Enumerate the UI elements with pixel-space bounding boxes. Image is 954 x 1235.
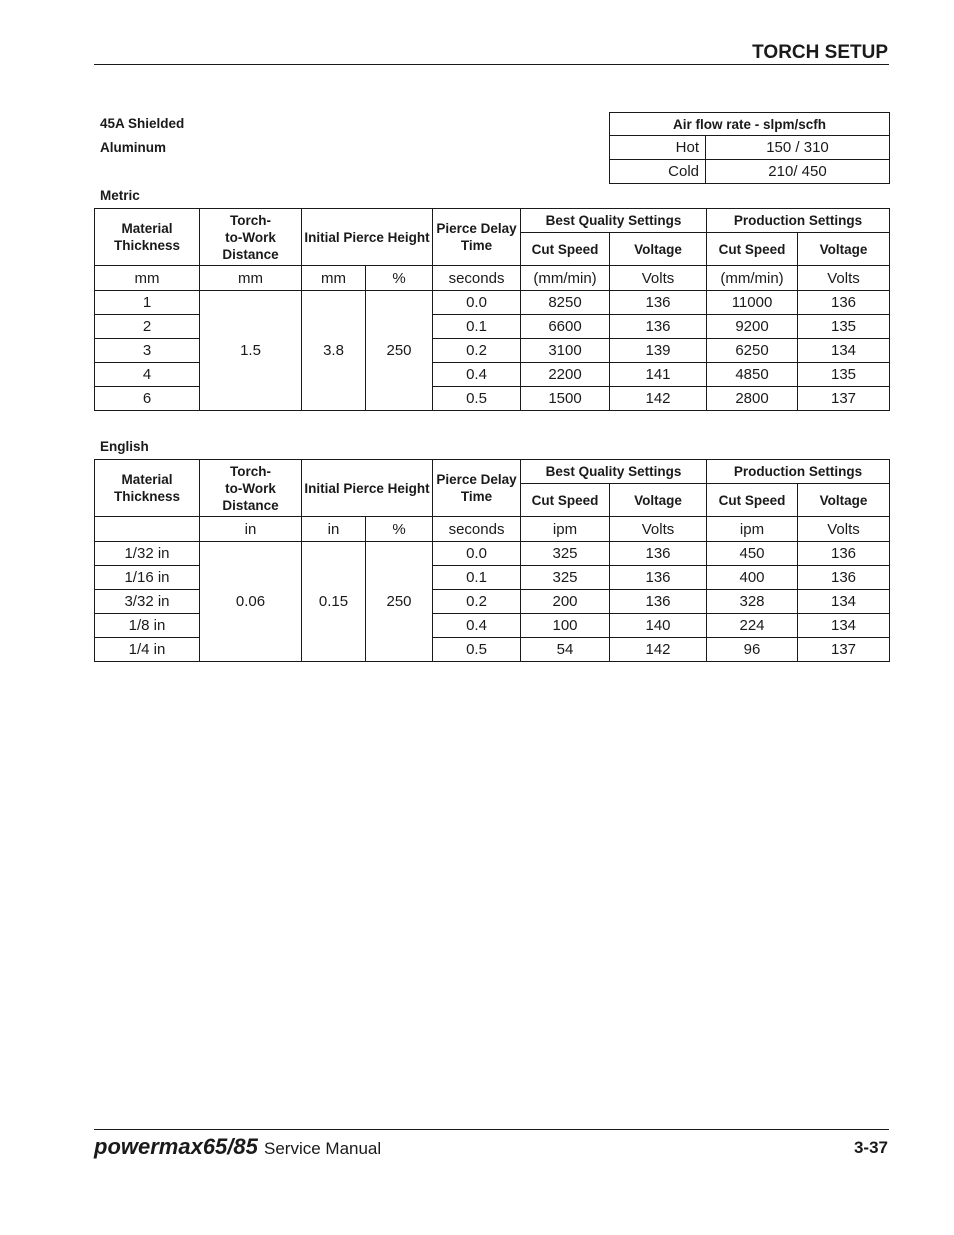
pr-speed-cell: 6250 bbox=[707, 339, 798, 363]
col-pr-cut-speed: Cut Speed bbox=[707, 484, 798, 517]
thickness-cell: 2 bbox=[95, 315, 200, 339]
unit-cell: mm bbox=[302, 266, 366, 291]
bq-volts-cell: 136 bbox=[610, 315, 707, 339]
pr-volts-cell: 137 bbox=[798, 387, 890, 411]
material-name: Aluminum bbox=[100, 140, 166, 155]
process-name: 45A Shielded bbox=[100, 116, 185, 131]
thickness-cell: 6 bbox=[95, 387, 200, 411]
delay-cell: 0.4 bbox=[433, 614, 521, 638]
pr-speed-cell: 96 bbox=[707, 638, 798, 662]
bq-volts-cell: 136 bbox=[610, 542, 707, 566]
pr-speed-cell: 224 bbox=[707, 614, 798, 638]
airflow-row bbox=[610, 136, 890, 160]
english-label: English bbox=[100, 439, 149, 454]
bq-volts-cell: 136 bbox=[610, 590, 707, 614]
delay-cell: 0.0 bbox=[433, 291, 521, 315]
delay-cell: 0.5 bbox=[433, 387, 521, 411]
unit-cell: in bbox=[200, 517, 302, 542]
units-row bbox=[95, 266, 890, 291]
pierce-height-pct-cell: 250 bbox=[366, 542, 433, 662]
delay-cell: 0.1 bbox=[433, 566, 521, 590]
unit-cell: ipm bbox=[521, 517, 610, 542]
unit-cell bbox=[95, 517, 200, 542]
unit-cell: mm bbox=[95, 266, 200, 291]
table-row bbox=[95, 291, 890, 315]
delay-cell: 0.1 bbox=[433, 315, 521, 339]
footer-manual-title: Service Manual bbox=[264, 1139, 382, 1158]
unit-cell: (mm/min) bbox=[707, 266, 798, 291]
pierce-height-cell: 3.8 bbox=[302, 291, 366, 411]
col-bq-cut-speed: Cut Speed bbox=[521, 484, 610, 517]
airflow-label: Cold bbox=[610, 160, 706, 184]
unit-cell: Volts bbox=[610, 517, 707, 542]
pr-speed-cell: 11000 bbox=[707, 291, 798, 315]
torch-to-work-cell: 1.5 bbox=[200, 291, 302, 411]
pr-volts-cell: 136 bbox=[798, 542, 890, 566]
pr-volts-cell: 135 bbox=[798, 315, 890, 339]
brand-logo-text: powermax65/85 bbox=[94, 1134, 258, 1159]
bq-volts-cell: 136 bbox=[610, 291, 707, 315]
pr-speed-cell: 4850 bbox=[707, 363, 798, 387]
thickness-cell: 1/16 in bbox=[95, 566, 200, 590]
unit-cell: seconds bbox=[433, 266, 521, 291]
pr-speed-cell: 328 bbox=[707, 590, 798, 614]
col-bq-voltage: Voltage bbox=[610, 484, 707, 517]
pr-speed-cell: 400 bbox=[707, 566, 798, 590]
col-best-quality-settings: Best Quality Settings bbox=[521, 460, 707, 484]
col-bq-voltage: Voltage bbox=[610, 233, 707, 266]
col-pierce-delay-time: Pierce Delay Time bbox=[433, 460, 521, 517]
pr-volts-cell: 135 bbox=[798, 363, 890, 387]
units-row bbox=[95, 517, 890, 542]
col-pierce-delay-time: Pierce Delay Time bbox=[433, 209, 521, 266]
bq-speed-cell: 325 bbox=[521, 542, 610, 566]
page-number: 3-37 bbox=[853, 1138, 888, 1157]
pr-volts-cell: 134 bbox=[798, 590, 890, 614]
pierce-height-pct-cell: 250 bbox=[366, 291, 433, 411]
thickness-cell: 1/4 in bbox=[95, 638, 200, 662]
pr-volts-cell: 136 bbox=[798, 566, 890, 590]
header-rule bbox=[94, 64, 889, 65]
delay-cell: 0.0 bbox=[433, 542, 521, 566]
delay-cell: 0.2 bbox=[433, 339, 521, 363]
unit-cell: Volts bbox=[610, 266, 707, 291]
pr-speed-cell: 2800 bbox=[707, 387, 798, 411]
col-bq-cut-speed: Cut Speed bbox=[521, 233, 610, 266]
english-table bbox=[94, 459, 890, 662]
col-production-settings: Production Settings bbox=[707, 460, 890, 484]
bq-speed-cell: 3100 bbox=[521, 339, 610, 363]
footer-rule bbox=[94, 1129, 889, 1130]
unit-cell: % bbox=[366, 517, 433, 542]
delay-cell: 0.2 bbox=[433, 590, 521, 614]
col-initial-pierce-height: Initial Pierce Height bbox=[302, 209, 433, 266]
metric-label: Metric bbox=[100, 188, 140, 203]
bq-volts-cell: 142 bbox=[610, 387, 707, 411]
bq-speed-cell: 54 bbox=[521, 638, 610, 662]
bq-volts-cell: 142 bbox=[610, 638, 707, 662]
footer-brand bbox=[94, 1134, 381, 1160]
unit-cell: ipm bbox=[707, 517, 798, 542]
col-pr-voltage: Voltage bbox=[798, 484, 890, 517]
table-row bbox=[95, 542, 890, 566]
bq-speed-cell: 200 bbox=[521, 590, 610, 614]
unit-cell: mm bbox=[200, 266, 302, 291]
thickness-cell: 3/32 in bbox=[95, 590, 200, 614]
unit-cell: % bbox=[366, 266, 433, 291]
pr-volts-cell: 134 bbox=[798, 339, 890, 363]
thickness-cell: 4 bbox=[95, 363, 200, 387]
col-initial-pierce-height: Initial Pierce Height bbox=[302, 460, 433, 517]
col-material-thickness: Material Thickness bbox=[95, 209, 200, 266]
col-torch-to-work: Torch- to-Work Distance bbox=[200, 209, 302, 266]
unit-cell: Volts bbox=[798, 517, 890, 542]
col-best-quality-settings: Best Quality Settings bbox=[521, 209, 707, 233]
bq-volts-cell: 139 bbox=[610, 339, 707, 363]
airflow-value: 210/ 450 bbox=[706, 160, 890, 184]
col-pr-cut-speed: Cut Speed bbox=[707, 233, 798, 266]
airflow-table bbox=[609, 112, 890, 184]
col-pr-voltage: Voltage bbox=[798, 233, 890, 266]
pr-volts-cell: 137 bbox=[798, 638, 890, 662]
bq-speed-cell: 2200 bbox=[521, 363, 610, 387]
bq-speed-cell: 1500 bbox=[521, 387, 610, 411]
unit-cell: seconds bbox=[433, 517, 521, 542]
metric-table bbox=[94, 208, 890, 411]
pr-speed-cell: 450 bbox=[707, 542, 798, 566]
pr-volts-cell: 134 bbox=[798, 614, 890, 638]
bq-speed-cell: 100 bbox=[521, 614, 610, 638]
col-material-thickness: Material Thickness bbox=[95, 460, 200, 517]
delay-cell: 0.5 bbox=[433, 638, 521, 662]
airflow-row bbox=[610, 160, 890, 184]
bq-volts-cell: 140 bbox=[610, 614, 707, 638]
unit-cell: (mm/min) bbox=[521, 266, 610, 291]
col-production-settings: Production Settings bbox=[707, 209, 890, 233]
unit-cell: in bbox=[302, 517, 366, 542]
delay-cell: 0.4 bbox=[433, 363, 521, 387]
section-title: TORCH SETUP bbox=[752, 42, 888, 63]
col-torch-to-work: Torch- to-Work Distance bbox=[200, 460, 302, 517]
thickness-cell: 1 bbox=[95, 291, 200, 315]
torch-to-work-cell: 0.06 bbox=[200, 542, 302, 662]
thickness-cell: 3 bbox=[95, 339, 200, 363]
bq-volts-cell: 136 bbox=[610, 566, 707, 590]
bq-speed-cell: 8250 bbox=[521, 291, 610, 315]
pr-volts-cell: 136 bbox=[798, 291, 890, 315]
airflow-value: 150 / 310 bbox=[706, 136, 890, 160]
airflow-label: Hot bbox=[610, 136, 706, 160]
airflow-title: Air flow rate - slpm/scfh bbox=[610, 113, 890, 136]
pr-speed-cell: 9200 bbox=[707, 315, 798, 339]
bq-speed-cell: 325 bbox=[521, 566, 610, 590]
bq-speed-cell: 6600 bbox=[521, 315, 610, 339]
thickness-cell: 1/32 in bbox=[95, 542, 200, 566]
bq-volts-cell: 141 bbox=[610, 363, 707, 387]
unit-cell: Volts bbox=[798, 266, 890, 291]
pierce-height-cell: 0.15 bbox=[302, 542, 366, 662]
thickness-cell: 1/8 in bbox=[95, 614, 200, 638]
